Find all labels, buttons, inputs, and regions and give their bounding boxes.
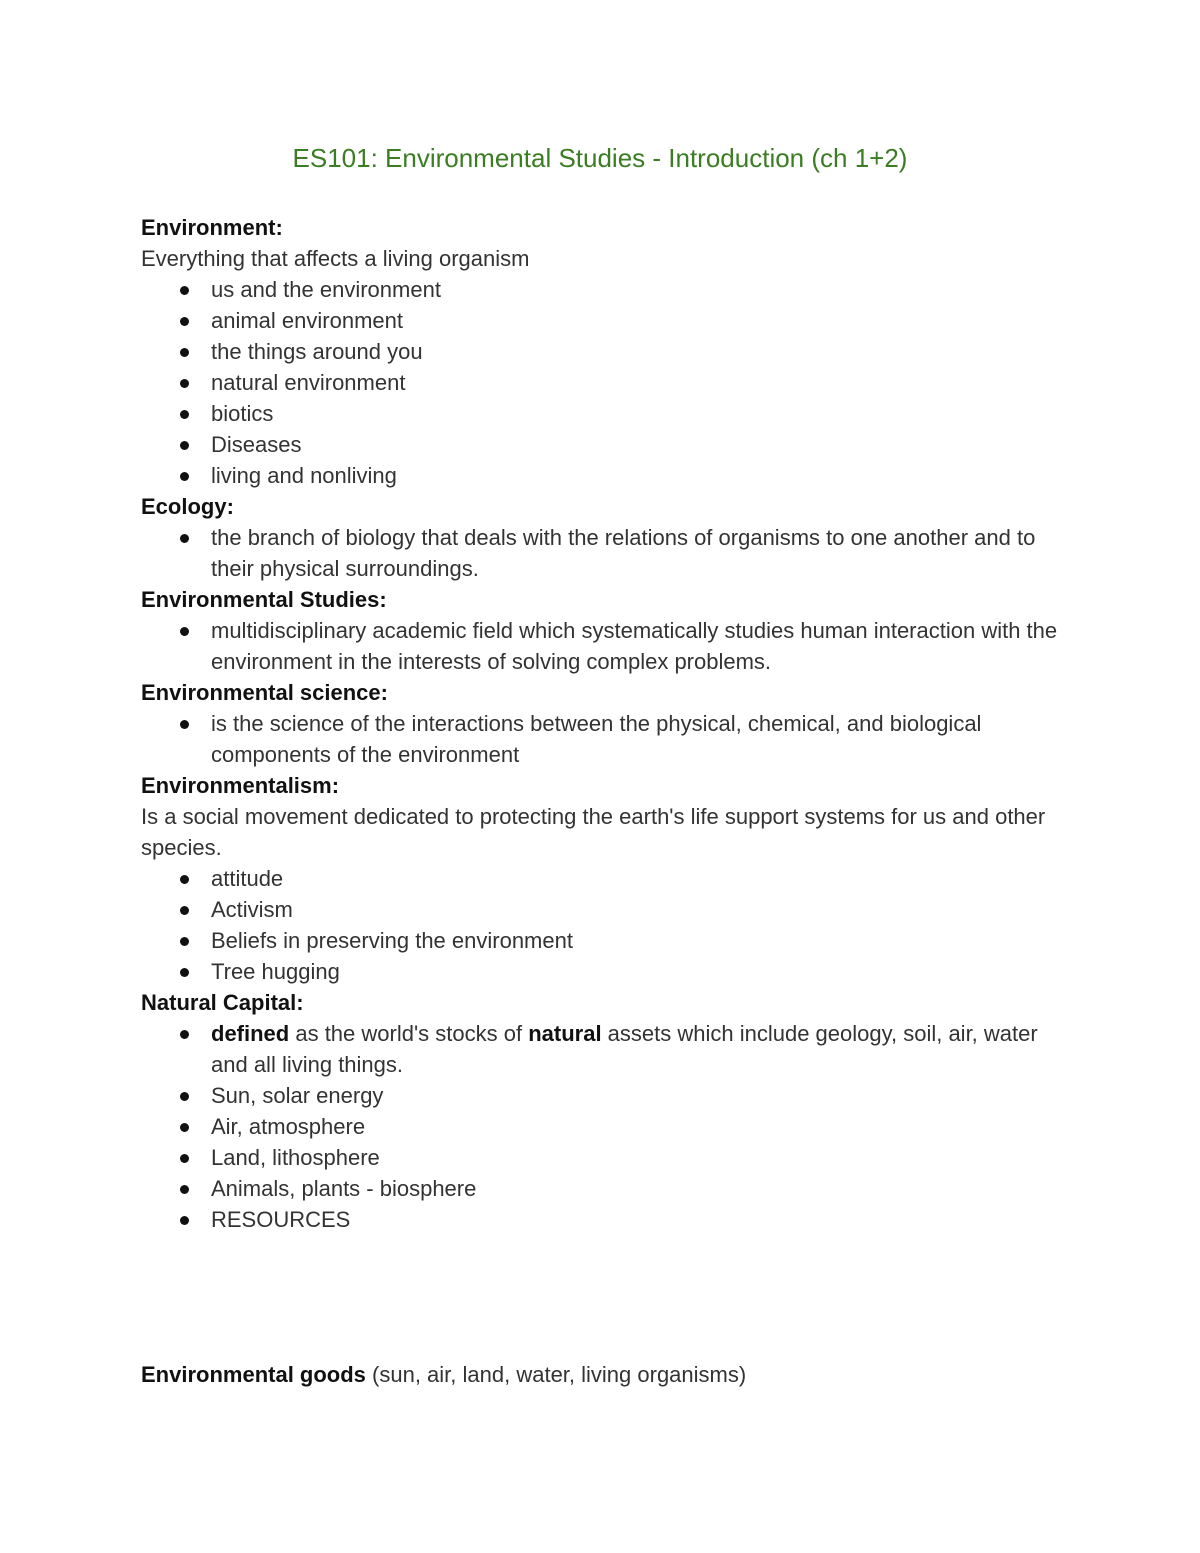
heading-environmentalism: Environmentalism: — [141, 773, 340, 798]
document-body — [141, 212, 1071, 1390]
heading-ecology: Ecology: — [141, 494, 234, 519]
bullet-icon — [180, 627, 189, 636]
environmental-goods-line: Environmental goods (sun, air, land, water, living organisms) — [141, 1362, 747, 1387]
heading-environmental-studies: Environmental Studies: — [141, 587, 387, 612]
list-item: Diseases — [141, 429, 1071, 460]
ecology-list — [141, 522, 1071, 584]
list-item: defined as the world's stocks of natural assets which include geology, soil, air, water and all living things. — [141, 1018, 1071, 1080]
list-item: attitude — [141, 863, 1071, 894]
list-item: multidisciplinary academic field which systematically studies human interaction with the environment in the interests of solving complex problems. — [141, 615, 1071, 677]
heading-environmental-science: Environmental science: — [141, 680, 388, 705]
environmental-science-list — [141, 708, 1071, 770]
bullet-icon — [180, 1216, 189, 1225]
environmental-studies-list — [141, 615, 1071, 677]
bullet-icon — [180, 441, 189, 450]
bullet-icon — [180, 1154, 189, 1163]
list-item: us and the environment — [141, 274, 1071, 305]
list-item: Sun, solar energy — [141, 1080, 1071, 1111]
environment-list — [141, 274, 1071, 491]
list-item: Activism — [141, 894, 1071, 925]
list-item: Tree hugging — [141, 956, 1071, 987]
bullet-icon — [180, 379, 189, 388]
bullet-icon — [180, 1185, 189, 1194]
bullet-icon — [180, 286, 189, 295]
environmentalism-definition: Is a social movement dedicated to protecting the earth's life support systems for us and other species. — [141, 804, 1046, 860]
list-item: biotics — [141, 398, 1071, 429]
environmentalism-list — [141, 863, 1071, 987]
bullet-icon — [180, 348, 189, 357]
spacer — [141, 1235, 1071, 1359]
bullet-icon — [180, 1092, 189, 1101]
bullet-icon — [180, 937, 189, 946]
bullet-icon — [180, 968, 189, 977]
bullet-icon — [180, 720, 189, 729]
list-item: animal environment — [141, 305, 1071, 336]
heading-environment: Environment: — [141, 215, 283, 240]
bullet-icon — [180, 906, 189, 915]
list-item: Beliefs in preserving the environment — [141, 925, 1071, 956]
bullet-icon — [180, 1123, 189, 1132]
bullet-icon — [180, 317, 189, 326]
bullet-icon — [180, 534, 189, 543]
list-item: living and nonliving — [141, 460, 1071, 491]
list-item: Animals, plants - biosphere — [141, 1173, 1071, 1204]
bullet-icon — [180, 1030, 189, 1039]
list-item: the things around you — [141, 336, 1071, 367]
list-item: Land, lithosphere — [141, 1142, 1071, 1173]
list-item: RESOURCES — [141, 1204, 1071, 1235]
list-item: the branch of biology that deals with the relations of organisms to one another and to their physical surroundings. — [141, 522, 1071, 584]
heading-natural-capital: Natural Capital: — [141, 990, 304, 1015]
natural-capital-list — [141, 1018, 1071, 1235]
environment-definition: Everything that affects a living organism — [141, 246, 530, 271]
bullet-icon — [180, 875, 189, 884]
list-item: natural environment — [141, 367, 1071, 398]
bullet-icon — [180, 410, 189, 419]
list-item: is the science of the interactions between the physical, chemical, and biological components of the environment — [141, 708, 1071, 770]
bullet-icon — [180, 472, 189, 481]
list-item: Air, atmosphere — [141, 1111, 1071, 1142]
document-title: ES101: Environmental Studies - Introduction (ch 1+2) — [292, 143, 908, 173]
